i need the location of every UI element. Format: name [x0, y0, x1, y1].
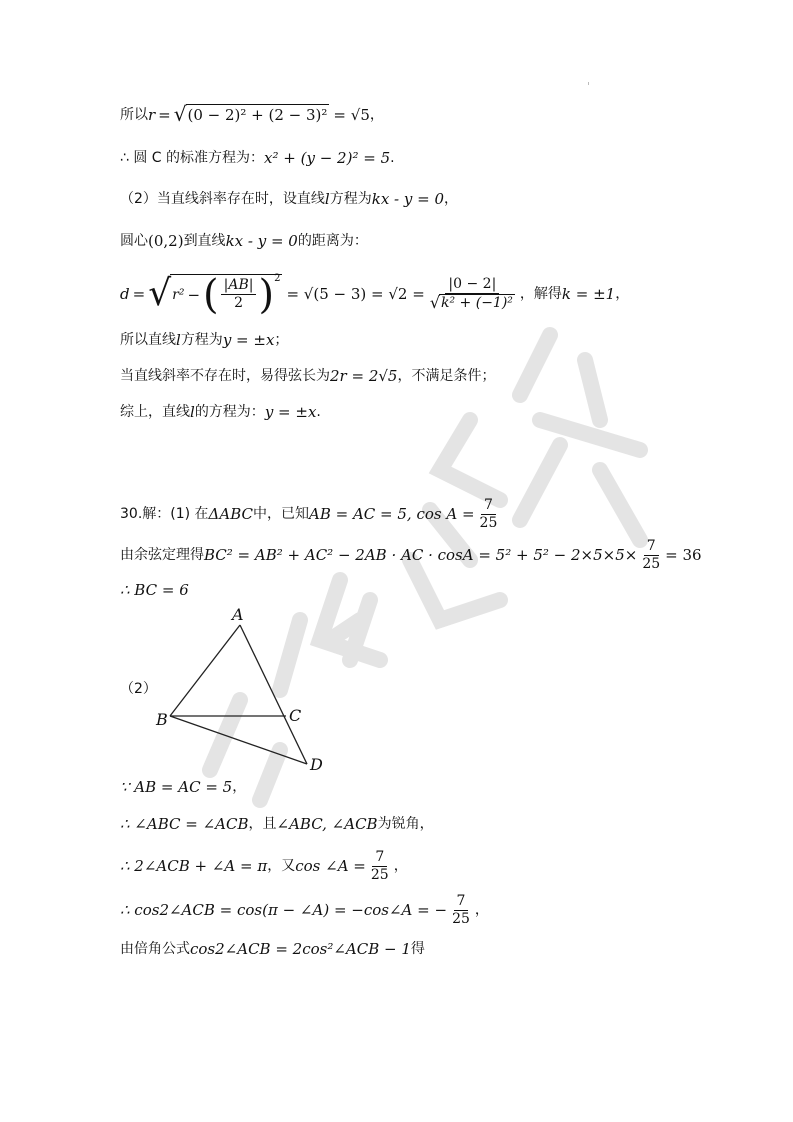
math-l: l: [190, 403, 195, 421]
math-line-eq: kx - y = 0: [225, 232, 298, 250]
line-isosceles: [120, 777, 246, 797]
math-eq: =: [158, 105, 171, 124]
text: 方程为: [329, 191, 372, 207]
punct: ，: [369, 106, 384, 123]
math-l: l: [176, 331, 181, 349]
part-2-label: （2）: [120, 681, 157, 697]
edge-bd: [170, 716, 307, 764]
math-point: (0,2): [148, 232, 184, 250]
math-eq: ∵ AB = AC = 5: [120, 778, 233, 796]
text: 的距离为：: [297, 233, 368, 249]
text: 由余弦定理得: [120, 547, 204, 563]
text: 的方程为：: [194, 404, 265, 420]
math-bc: ∴ BC = 6: [120, 581, 189, 599]
frac-num: 7: [372, 849, 387, 867]
frac-num: |AB|: [221, 277, 257, 295]
math-r2: r²: [172, 286, 185, 303]
math-l: l: [324, 190, 330, 208]
math-r: r: [148, 105, 156, 124]
text: ，解得: [519, 286, 562, 302]
math-value: = √5: [333, 105, 370, 124]
math-angles: ∠ABC, ∠ACB: [276, 815, 378, 833]
text: 得: [410, 941, 425, 957]
text: ，不满足条件；: [397, 368, 496, 384]
math-eq: ∴ 2∠ACB + ∠A = π: [120, 857, 268, 875]
frac-num: |0 − 2|: [445, 276, 499, 294]
frac-den: 2: [234, 295, 244, 311]
math-eq: y = ±x: [222, 331, 275, 349]
math-cos: cos ∠A =: [295, 857, 366, 875]
punct: ，: [232, 779, 247, 795]
line-double-angle: [120, 939, 425, 959]
punct: ，: [474, 902, 489, 918]
punct: ，: [615, 286, 630, 302]
line-angle-sum: [120, 846, 408, 886]
edge-ab: [170, 625, 240, 716]
punct: ，: [393, 858, 408, 874]
frac-num: 7: [481, 497, 496, 515]
text: ，且: [248, 816, 277, 832]
vertex-label-c: C: [289, 706, 302, 725]
punct: ；: [274, 332, 289, 348]
math-equalities: = √(5 − 3) = √2 =: [286, 285, 425, 303]
text: 所以: [120, 106, 148, 123]
text: 为锐角，: [377, 816, 434, 832]
punct: ，: [444, 191, 459, 207]
math-eq: ∴ cos2∠ACB = cos(π − ∠A) = −cos∠A = −: [120, 901, 448, 919]
vertex-label-b: B: [156, 710, 168, 729]
sqrt-body: (0 − 2)² + (2 − 3)²: [187, 106, 328, 124]
text: 当直线斜率不存在时，易得弦长为: [120, 368, 330, 384]
text: （2）当直线斜率存在时，设直线: [120, 191, 325, 207]
vertex-label-d: D: [310, 755, 323, 774]
math-triangle: ΔABC: [208, 505, 253, 523]
math-k: k = ±1: [561, 285, 616, 303]
frac-den: 25: [479, 514, 498, 531]
vertex-label-a: A: [232, 605, 244, 624]
edge-ad: [240, 625, 307, 764]
math-eq: ∴ ∠ABC = ∠ACB: [120, 815, 249, 833]
text: 综上，直线: [120, 404, 190, 420]
line-equal-angles: [120, 814, 434, 834]
line-cos-double: [120, 890, 489, 930]
text: 到直线: [183, 233, 226, 249]
frac-den: k² + (−1)²: [441, 294, 513, 311]
text: 所以直线: [120, 332, 176, 348]
text: 由倍角公式: [120, 941, 190, 957]
math-d: d: [120, 285, 130, 303]
text: 方程为: [180, 332, 223, 348]
math-cosine-law: BC² = AB² + AC² − 2AB · AC · cosA = 5² + 5² − 2×5×5×: [204, 546, 638, 564]
frac-num: 7: [454, 893, 469, 911]
math-given: AB = AC = 5, cos A =: [309, 505, 475, 523]
frac-den: 25: [642, 555, 661, 572]
math-eq: cos2∠ACB = 2cos²∠ACB − 1: [190, 940, 411, 958]
sqrt-distance: √ (0 − 2)² + (2 − 3)²: [173, 102, 328, 126]
punct: .: [316, 404, 321, 420]
line-distance-formula: d = √ r² − ( $\frac{|AB|}{2}$ ) 2 = √(5 − 3) = √2 = |0 − 2| √ k² + (−1)² ，解得 k = ±1 ，: [120, 271, 630, 318]
frac-den: 25: [370, 866, 389, 883]
math-eq: y = ±x: [264, 403, 317, 421]
text: 30.解：(1) 在: [120, 506, 209, 522]
math-line-eq: kx - y = 0: [371, 190, 445, 208]
text: ∴ 圆 C 的标准方程为：: [120, 150, 265, 166]
math-circle-eq: x² + (y − 2)² = 5: [264, 149, 391, 167]
frac-den: 25: [452, 910, 470, 927]
frac-num: 7: [644, 538, 659, 556]
text: 圆心: [120, 233, 148, 249]
sqrt-chord: √ r² − ( $\frac{|AB|}{2}$ ) 2: [148, 271, 281, 318]
math-eq: 2r = 2√5: [330, 367, 398, 385]
math-minus: −: [187, 285, 201, 304]
frac-distance: |0 − 2| √ k² + (−1)²: [429, 275, 513, 312]
math-result: = 36: [665, 546, 702, 564]
punct: .: [390, 150, 395, 166]
text: ，又: [267, 858, 296, 874]
text: 中，已知: [253, 506, 309, 522]
